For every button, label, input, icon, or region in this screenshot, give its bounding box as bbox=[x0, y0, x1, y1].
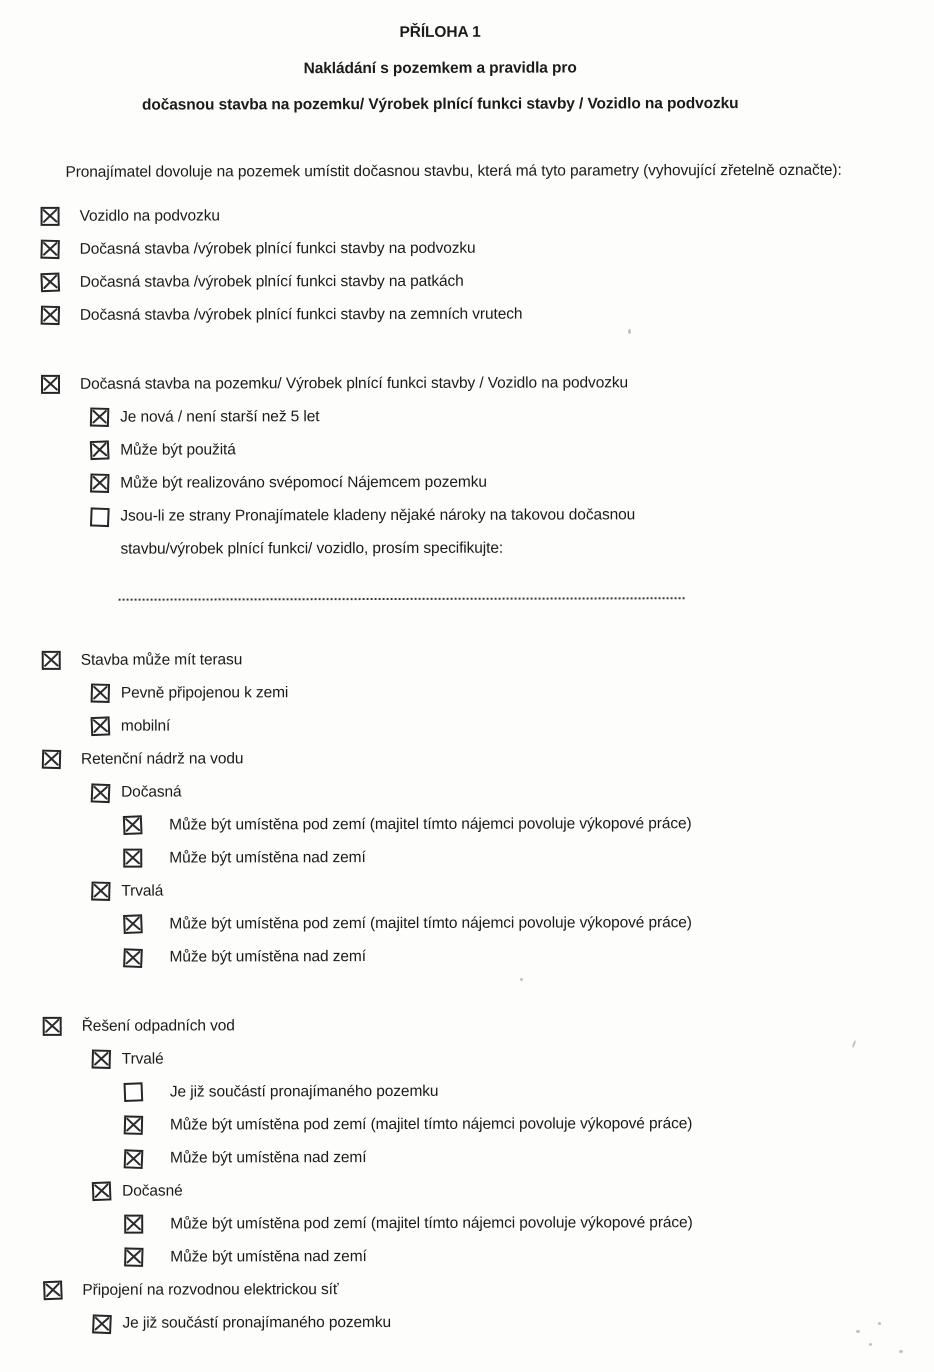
scan-speck bbox=[520, 978, 523, 981]
scan-speck bbox=[856, 1330, 860, 1333]
checked-checkbox-icon bbox=[124, 1215, 143, 1234]
scan-speck bbox=[878, 1322, 881, 1325]
scan-speck bbox=[899, 1350, 903, 1353]
checklist-item bbox=[2, 741, 934, 776]
checklist-item bbox=[1, 366, 934, 401]
checked-checkbox-icon bbox=[41, 207, 60, 226]
checked-checkbox-icon bbox=[41, 306, 60, 325]
checklist-item-label: Jsou-li ze strany Pronajímatele kladeny nějaké nároky na takovou dočasnou stavbu/výrobek plnící funkci/ vozidlo, prosím specifikujte: bbox=[120, 506, 636, 558]
checklist-item-label: Může být umístěna pod zemí (majitel tímto nájemci povoluje výkopové práce) bbox=[169, 1115, 693, 1134]
section-wastewater-electricity bbox=[3, 1008, 934, 1340]
checked-checkbox-icon bbox=[43, 1281, 63, 1301]
checklist-item bbox=[3, 1272, 934, 1307]
document-header bbox=[0, 0, 880, 124]
checklist-item-label: Stavba může mít terasu bbox=[80, 651, 243, 669]
checklist-item bbox=[2, 774, 934, 809]
checked-checkbox-icon bbox=[123, 849, 142, 868]
checklist-item bbox=[3, 1206, 934, 1241]
unchecked-checkbox-icon bbox=[124, 1082, 144, 1102]
checklist-item bbox=[2, 642, 934, 677]
checked-checkbox-icon bbox=[124, 1247, 143, 1266]
checked-checkbox-icon bbox=[40, 273, 60, 293]
checklist-item bbox=[3, 1107, 934, 1142]
checked-checkbox-icon bbox=[42, 651, 61, 670]
checklist-item bbox=[1, 297, 934, 332]
section-terrace-retention-tank bbox=[2, 642, 934, 974]
checked-checkbox-icon bbox=[124, 1115, 143, 1134]
checklist-item bbox=[2, 939, 934, 974]
checklist-item-label: Může být umístěna nad zemí bbox=[170, 1248, 367, 1266]
checklist-item-label: Vozidlo na podvozku bbox=[79, 207, 220, 225]
checked-checkbox-icon bbox=[90, 474, 109, 493]
section-parameters bbox=[1, 198, 934, 332]
checklist-item bbox=[2, 840, 934, 875]
checklist-item bbox=[3, 1074, 934, 1109]
fill-in-line-row bbox=[2, 573, 934, 608]
checked-checkbox-icon bbox=[90, 440, 110, 460]
checked-checkbox-icon bbox=[123, 815, 143, 835]
annex-title: PŘÍLOHA 1 bbox=[399, 23, 481, 41]
checked-checkbox-icon bbox=[92, 1314, 112, 1334]
checklist-item bbox=[3, 1173, 934, 1208]
checklist-item bbox=[1, 264, 934, 299]
checklist-item bbox=[2, 675, 934, 710]
section-temporary-building bbox=[1, 366, 934, 608]
checklist-item bbox=[1, 231, 934, 266]
checked-checkbox-icon bbox=[40, 240, 59, 259]
checklist-item bbox=[1, 498, 934, 566]
checklist-item-label: Řešení odpadních vod bbox=[81, 1017, 235, 1035]
checklist-item-label: Může být umístěna nad zemí bbox=[169, 948, 366, 966]
document-subtitle-line1: Nakládání s pozemkem a pravidla pro bbox=[303, 59, 577, 78]
dotted-fill-line bbox=[119, 573, 685, 600]
document-subtitle-line2: dočasnou stavba na pozemku/ Výrobek plnící funkci stavby / Vozidlo na podvozku bbox=[141, 95, 739, 114]
checklist-item-label: Retenční nádrž na vodu bbox=[80, 750, 244, 768]
checklist-item-label: Dočasná bbox=[121, 783, 182, 801]
checklist-item bbox=[3, 1008, 934, 1043]
checked-checkbox-icon bbox=[91, 882, 110, 901]
checklist-item-label: Trvalé bbox=[121, 1050, 164, 1068]
checklist-item bbox=[2, 873, 934, 908]
checklist bbox=[1, 198, 934, 1340]
checklist-item-label: Může být použitá bbox=[120, 441, 236, 459]
checklist-item-label: Dočasná stavba na pozemku/ Výrobek plnící funkci stavby / Vozidlo na podvozku bbox=[79, 374, 629, 393]
checklist-item-label: Může být umístěna pod zemí (majitel tímto nájemci povoluje výkopové práce) bbox=[169, 815, 692, 834]
scan-speck bbox=[628, 329, 631, 334]
checked-checkbox-icon bbox=[124, 1149, 144, 1169]
checked-checkbox-icon bbox=[90, 408, 109, 427]
checklist-item bbox=[1, 399, 934, 434]
checklist-item-label: Trvalá bbox=[121, 882, 164, 900]
checklist-item bbox=[2, 807, 934, 842]
checklist-item-label: Může být umístěna nad zemí bbox=[169, 849, 366, 867]
unchecked-checkbox-icon bbox=[90, 507, 110, 527]
checklist-item bbox=[3, 1305, 934, 1340]
checked-checkbox-icon bbox=[123, 914, 143, 934]
checklist-item-label: Dočasná stavba /výrobek plnící funkci stavby na patkách bbox=[79, 272, 464, 291]
checked-checkbox-icon bbox=[42, 750, 61, 769]
checklist-item bbox=[3, 1041, 934, 1076]
checklist-item bbox=[3, 1239, 934, 1274]
checklist-item-label: Je již součástí pronajímaného pozemku bbox=[122, 1313, 392, 1332]
checklist-item bbox=[1, 465, 934, 500]
scan-speck bbox=[869, 1343, 872, 1346]
checklist-item-label: Může být realizováno svépomocí Nájemcem pozemku bbox=[120, 473, 487, 492]
checklist-item-label: Může být umístěna nad zemí bbox=[170, 1149, 367, 1167]
checklist-item-label: Je již součástí pronajímaného pozemku bbox=[169, 1082, 439, 1101]
checked-checkbox-icon bbox=[91, 684, 110, 703]
checked-checkbox-icon bbox=[41, 375, 60, 394]
checklist-item-label: Dočasná stavba /výrobek plnící funkci stavby na zemních vrutech bbox=[79, 305, 523, 324]
checked-checkbox-icon bbox=[92, 1181, 112, 1201]
checklist-item-label: Připojení na rozvodnou elektrickou síť bbox=[82, 1281, 339, 1299]
checklist-item-label: Pevně připojenou k zemi bbox=[120, 684, 289, 702]
checklist-item bbox=[2, 708, 934, 743]
checklist-item-label: mobilní bbox=[120, 717, 171, 735]
checklist-item-label: Dočasná stavba /výrobek plnící funkci stavby na podvozku bbox=[79, 239, 476, 258]
checked-checkbox-icon bbox=[123, 948, 143, 968]
checked-checkbox-icon bbox=[91, 783, 111, 803]
checklist-item bbox=[2, 906, 934, 941]
checklist-item bbox=[1, 198, 934, 233]
checklist-item-label: Může být umístěna pod zemí (majitel tímto nájemci povoluje výkopové práce) bbox=[169, 914, 692, 933]
checklist-item-label: Je nová / není starší než 5 let bbox=[120, 408, 320, 426]
checked-checkbox-icon bbox=[92, 1050, 111, 1069]
checklist-item bbox=[3, 1140, 934, 1175]
checklist-item-label: Dočasné bbox=[122, 1182, 183, 1200]
checked-checkbox-icon bbox=[91, 716, 111, 736]
intro-paragraph: Pronajímatel dovoluje na pozemek umístit dočasnou stavbu, která má tyto parametry (vyhovující zřetelně označte): bbox=[65, 161, 842, 181]
checked-checkbox-icon bbox=[43, 1017, 62, 1036]
checklist-item-label: Může být umístěna pod zemí (majitel tímto nájemci povoluje výkopové práce) bbox=[170, 1214, 693, 1233]
checklist-item bbox=[1, 432, 934, 467]
